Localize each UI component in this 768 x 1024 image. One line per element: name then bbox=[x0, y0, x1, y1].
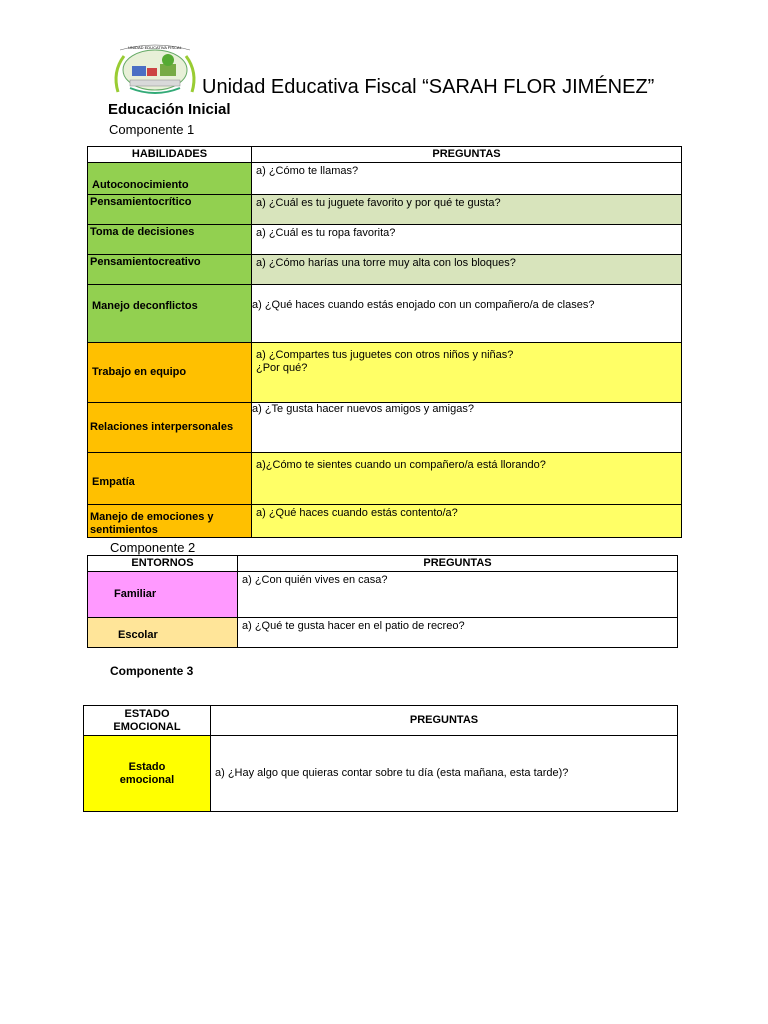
logo-text: UNIDAD EDUCATIVA FISCAL bbox=[128, 45, 182, 50]
header-skills: HABILIDADES bbox=[88, 147, 252, 163]
component-2-label: Componente 2 bbox=[110, 540, 196, 555]
component-2-table bbox=[87, 555, 678, 648]
question-cell bbox=[252, 343, 682, 403]
header-questions: PREGUNTAS bbox=[238, 556, 678, 572]
environment-cell: Familiar bbox=[88, 572, 238, 618]
question-cell: a) ¿Qué haces cuando estás contento/a? bbox=[252, 505, 682, 538]
question-cell: a) ¿Hay algo que quieras contar sobre tu día (esta mañana, esta tarde)? bbox=[211, 736, 678, 812]
question-cell: a) ¿Qué haces cuando estás enojado con un compañero/a de clases? bbox=[252, 285, 682, 343]
question-cell: a) ¿Cuál es tu juguete favorito y por qué te gusta? bbox=[252, 195, 682, 225]
question-cell: a)¿Cómo te sientes cuando un compañero/a está llorando? bbox=[252, 453, 682, 505]
skill-cell: Manejo deconflictos bbox=[88, 285, 252, 343]
skill-cell: Pensamientocreativo bbox=[88, 255, 252, 285]
question-cell: a) ¿Cómo harías una torre muy alta con los bloques? bbox=[252, 255, 682, 285]
environment-cell: Escolar bbox=[88, 618, 238, 648]
question-cell: a) ¿Te gusta hacer nuevos amigos y amigas? bbox=[252, 403, 682, 453]
component-1-label: Componente 1 bbox=[109, 122, 195, 137]
component-1-table bbox=[87, 146, 682, 538]
header-questions: PREGUNTAS bbox=[211, 706, 678, 736]
question-cell: a) ¿Con quién vives en casa? bbox=[238, 572, 678, 618]
skill-cell: Trabajo en equipo bbox=[88, 343, 252, 403]
school-name: Unidad Educativa Fiscal “SARAH FLOR JIMÉNEZ” bbox=[202, 76, 655, 98]
header-emotional-state: ESTADO EMOCIONAL bbox=[84, 706, 211, 736]
question-cell: a) ¿Cuál es tu ropa favorita? bbox=[252, 225, 682, 255]
skill-cell: Manejo de emociones y sentimientos bbox=[88, 505, 252, 538]
question-line: ¿Por qué? bbox=[256, 362, 308, 374]
emotional-state-cell: Estado emocional bbox=[84, 736, 211, 812]
skill-cell: Relaciones interpersonales bbox=[88, 403, 252, 453]
skill-cell: Toma de decisiones bbox=[88, 225, 252, 255]
skill-cell: Autoconocimiento bbox=[88, 163, 252, 195]
skill-cell: Pensamientocrítico bbox=[88, 195, 252, 225]
header-questions: PREGUNTAS bbox=[252, 147, 682, 163]
question-cell: a) ¿Qué te gusta hacer en el patio de recreo? bbox=[238, 618, 678, 648]
school-logo bbox=[110, 42, 200, 100]
skill-cell: Empatía bbox=[88, 453, 252, 505]
header-environments: ENTORNOS bbox=[88, 556, 238, 572]
component-3-table bbox=[83, 705, 678, 812]
question-line: a) ¿Compartes tus juguetes con otros niños y niñas? bbox=[256, 349, 514, 361]
component-3-label: Componente 3 bbox=[110, 664, 194, 678]
question-cell: a) ¿Cómo te llamas? bbox=[252, 163, 682, 195]
subject-title: Educación Inicial bbox=[108, 101, 231, 118]
